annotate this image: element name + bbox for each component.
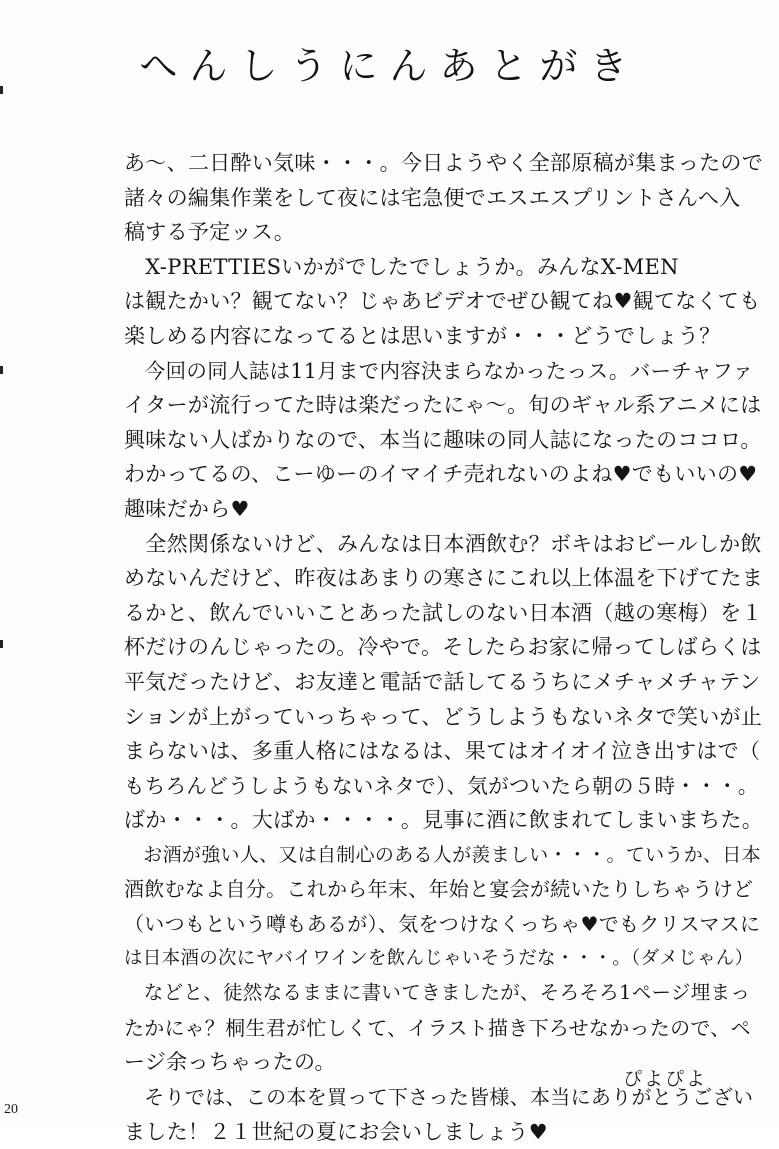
scan-edge-mark <box>0 366 3 374</box>
text-line: ばか・・・。大ばか・・・・。見事に酒に飲まれてしまいまちた。 <box>124 808 763 833</box>
text-line: 酒飲むなよ自分。これから年末、年始と宴会が続いたりしちゃうけど <box>124 877 754 902</box>
text-line: イターが流行ってた時は楽だったにゃ〜。旬のギャル系アニメには <box>124 393 762 418</box>
author-signature: ぴよぴよ <box>622 1068 707 1090</box>
text-line: 平気だったけど、お友達と電話で話してるうちにメチャメチャテン <box>124 669 761 694</box>
text-line: 趣味だから♥ <box>124 496 250 521</box>
text-line: まらないは、多重人格にはなるは、果てはオイオイ泣き出すはで（ <box>124 739 761 764</box>
text-line: 楽しめる内容になってるとは思いますが・・・どうでしょう？ <box>124 323 721 348</box>
afterword-body <box>124 146 763 1149</box>
text-line: 稿する予定ッス。 <box>124 220 296 245</box>
page-title: へんしうにんあとがき <box>139 44 640 88</box>
text-line: めないんだけど、昨夜はあまりの寒さにこれ以上体温を下げてたま <box>124 566 763 591</box>
text-line: などと、徒然なるままに書いてきましたが、そろそろ1ページ埋まっ <box>124 981 751 1005</box>
text-line: もちろんどうしようもないネタで）、気がついたら朝の５時・・・。 <box>124 773 759 798</box>
text-line: たかにゃ？桐生君が忙しくて、イラスト描き下ろせなかったので、ペ <box>124 1015 751 1040</box>
text-line: 今回の同人誌は11月まで内容決まらなかったっス。バーチャファ <box>124 358 754 383</box>
text-line: あ〜、二日酔い気味・・・。今日ようやく全部原稿が集まったので <box>124 151 763 175</box>
scan-edge-mark <box>0 86 3 94</box>
text-line: は日本酒の次にヤバイワインを飲んじゃいそうだな・・・。（ダメじゃん） <box>124 947 754 969</box>
text-line: 興味ない人ばかりなので、本当に趣味の同人誌になったのココロ。 <box>124 427 762 452</box>
text-line: （いつもという噂もあるが）、気をつけなくっちゃ♥でもクリスマスに <box>124 912 761 937</box>
text-line: は観たかい？観てない？じゃあビデオでぜひ観てね♥観てなくても <box>124 289 761 314</box>
scan-edge-mark <box>0 640 3 648</box>
text-line: ました！２１世紀の夏にお会いしましょう♥ <box>124 1119 548 1144</box>
text-line: 全然関係ないけど、みんなは日本酒飲む？ボキはおビールしか飲 <box>124 531 762 556</box>
text-line: そりでは、この本を買って下さった皆様、本当にありがとうござい <box>124 1085 754 1110</box>
text-line: るかと、飲んでいいことあった試しのない日本酒（越の寒梅）を１ <box>124 600 763 625</box>
text-line: 杯だけのんじゃったの。冷やで。そしたらお家に帰ってしばらくは <box>124 635 762 660</box>
text-line: X-PRETTIESいかがでしたでしょうか。みんなX-MEN <box>124 254 679 279</box>
text-line: ージ余っちゃったの。 <box>124 1050 336 1075</box>
text-line: 諸々の編集作業をして夜には宅急便でエスエスプリントさんへ入 <box>124 185 741 210</box>
text-line: お酒が強い人、又は自制心のある人が羨ましい・・・。ていうか、日本 <box>124 843 761 866</box>
text-line: ションが上がっていっちゃって、どうしようもないネタで笑いが止 <box>124 704 763 729</box>
text-line: わかってるの、こーゆーのイマイチ売れないのよね♥でもいいの♥ <box>124 462 758 487</box>
page-number: 20 <box>4 1102 18 1117</box>
